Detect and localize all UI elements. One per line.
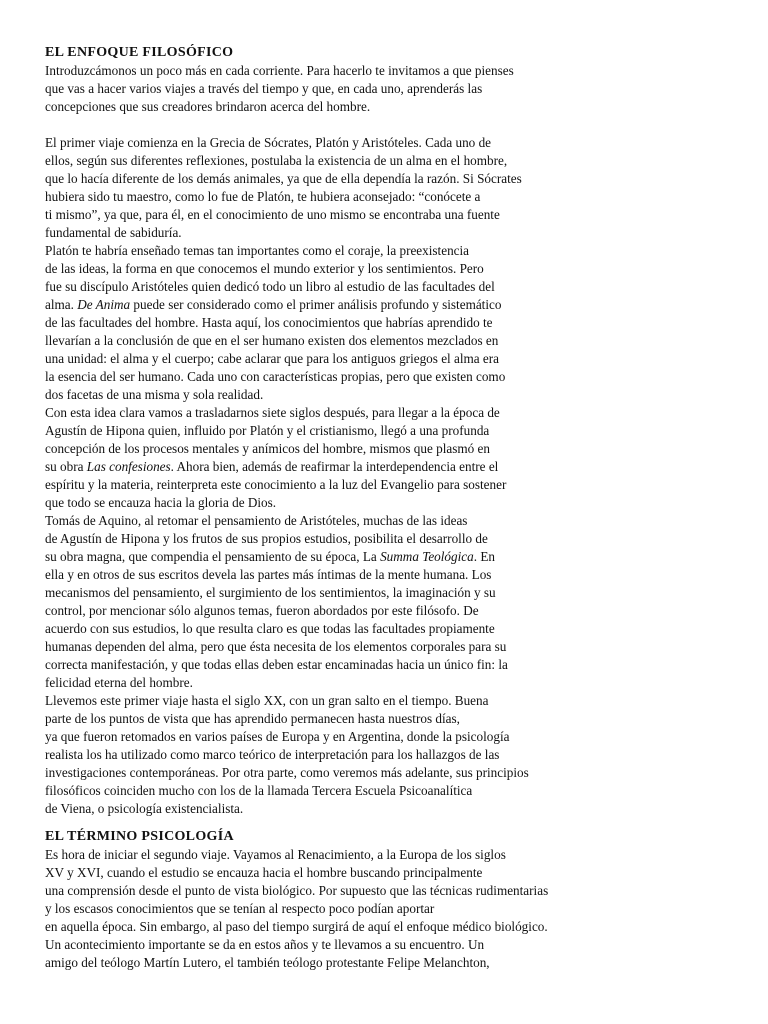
text-run: su obra [45, 459, 87, 474]
paragraph-agustin [45, 404, 745, 512]
text-line: parte de los puntos de vista que has aprendido permanecen hasta nuestros días, [45, 711, 460, 726]
text-line: filosóficos coinciden mucho con los de la llamada Tercera Escuela Psicoanalítica [45, 783, 473, 798]
text-line: correcta manifestación, y que todas ellas deben estar encaminadas hacia un único fin: la [45, 657, 508, 672]
text-line: ti mismo”, ya que, para él, en el conocimiento de uno mismo se encontraba una fuente [45, 207, 500, 222]
text-line: una unidad: el alma y el cuerpo; cabe aclarar que para los antiguos griegos el alma era [45, 351, 500, 366]
book-title-de-anima: De Anima [77, 297, 131, 312]
text-run: puede ser considerado como el primer análisis profundo y sistemático [130, 297, 502, 312]
text-line [45, 296, 745, 314]
text-line: humanas dependen del alma, pero que ésta necesita de los elementos corporales para su [45, 639, 507, 654]
text-line: dos facetas de una misma y sola realidad. [45, 387, 264, 402]
paragraph-intro [45, 62, 745, 116]
text-line: Platón te habría enseñado temas tan importantes como el coraje, la preexistencia [45, 243, 470, 258]
paragraph-platon [45, 242, 745, 404]
text-line: Agustín de Hipona quien, influido por Platón y el cristianismo, llegó a una profunda [45, 423, 490, 438]
text-line: de las facultades del hombre. Hasta aquí, los conocimientos que habrías aprendido te [45, 315, 493, 330]
text-line: mecanismos del pensamiento, el surgimiento de los sentimientos, la imaginación y su [45, 585, 496, 600]
text-line: realista los ha utilizado como marco teórico de interpretación para los hallazgos de las [45, 747, 500, 762]
section-heading-termino-psicologia: EL TÉRMINO PSICOLOGÍA [45, 829, 234, 844]
text-line: Introduzcámonos un poco más en cada corriente. Para hacerlo te invitamos a que pienses [45, 63, 514, 78]
text-line: hubiera sido tu maestro, como lo fue de Platón, te hubiera aconsejado: “conócete a [45, 189, 481, 204]
paragraph-siglo-xx [45, 692, 745, 818]
paragraph-primer-viaje [45, 134, 745, 242]
book-title-summa-teologica: Summa Teológica [380, 549, 474, 564]
text-line: espíritu y la materia, reinterpreta este conocimiento a la luz del Evangelio para sostener [45, 477, 507, 492]
text-line: llevarían a la conclusión de que en el ser humano existen dos elementos mezclados en [45, 333, 499, 348]
text-line: amigo del teólogo Martín Lutero, el también teólogo protestante Felipe Melanchton, [45, 955, 490, 970]
text-line: la esencia del ser humano. Cada uno con características propias, pero que existen como [45, 369, 506, 384]
text-line: felicidad eterna del hombre. [45, 675, 193, 690]
text-line [45, 548, 745, 566]
text-line: de las ideas, la forma en que conocemos el mundo exterior y los sentimientos. Pero [45, 261, 484, 276]
text-line: una comprensión desde el punto de vista biológico. Por supuesto que las técnicas rudimentarias [45, 883, 549, 898]
text-line: XV y XVI, cuando el estudio se encauza hacia el hombre buscando principalmente [45, 865, 483, 880]
text-line: Es hora de iniciar el segundo viaje. Vayamos al Renacimiento, a la Europa de los siglos [45, 847, 506, 862]
text-line: y los escasos conocimientos que se tenían al respecto poco podían aportar [45, 901, 435, 916]
text-line: Tomás de Aquino, al retomar el pensamiento de Aristóteles, muchas de las ideas [45, 513, 468, 528]
text-line: El primer viaje comienza en la Grecia de Sócrates, Platón y Aristóteles. Cada uno de [45, 135, 492, 150]
paragraph-tomas [45, 512, 745, 692]
text-line: investigaciones contemporáneas. Por otra parte, como veremos más adelante, sus principios [45, 765, 529, 780]
text-line: ella y en otros de sus escritos devela las partes más íntimas de la mente humana. Los [45, 567, 492, 582]
text-line: en aquella época. Sin embargo, al paso del tiempo surgirá de aquí el enfoque médico biológico. [45, 919, 548, 934]
text-run: . Ahora bien, además de reafirmar la interdependencia entre el [170, 459, 499, 474]
text-line: acuerdo con sus estudios, lo que resulta claro es que todas las facultades propiamente [45, 621, 495, 636]
text-line: ellos, según sus diferentes reflexiones, postulaba la existencia de un alma en el hombre, [45, 153, 508, 168]
text-line: concepción de los procesos mentales y anímicos del hombre, mismos que plasmó en [45, 441, 490, 456]
section-heading-enfoque-filosofico: EL ENFOQUE FILOSÓFICO [45, 45, 234, 60]
text-line: Un acontecimiento importante se da en estos años y te llevamos a su encuentro. Un [45, 937, 485, 952]
text-line: de Viena, o psicología existencialista. [45, 801, 244, 816]
text-line: Llevemos este primer viaje hasta el siglo XX, con un gran salto en el tiempo. Buena [45, 693, 489, 708]
document-text [45, 44, 745, 972]
text-line: fue su discípulo Aristóteles quien dedicó todo un libro al estudio de las facultades del [45, 279, 495, 294]
text-line: Con esta idea clara vamos a trasladarnos siete siglos después, para llegar a la época de [45, 405, 500, 420]
text-line: de Agustín de Hipona y los frutos de sus propios estudios, posibilita el desarrollo de [45, 531, 488, 546]
text-line: fundamental de sabiduría. [45, 225, 182, 240]
text-line: control, por mencionar sólo algunos temas, fueron abordados por este filósofo. De [45, 603, 479, 618]
paragraph-segundo-viaje [45, 846, 745, 972]
text-line [45, 458, 745, 476]
text-line: concepciones que sus creadores brindaron acerca del hombre. [45, 99, 371, 114]
text-line: ya que fueron retomados en varios países de Europa y en Argentina, donde la psicología [45, 729, 510, 744]
text-line: que lo hacía diferente de los demás animales, ya que de ella dependía la razón. Si Sócrates [45, 171, 522, 186]
text-run: . En [473, 549, 495, 564]
text-run: su obra magna, que compendia el pensamiento de su época, La [45, 549, 381, 564]
text-run: alma. [45, 297, 78, 312]
text-line: que vas a hacer varios viajes a través del tiempo y que, en cada uno, aprenderás las [45, 81, 483, 96]
book-title-las-confesiones: Las confesiones [86, 459, 171, 474]
text-line: que todo se encauza hacia la gloria de Dios. [45, 495, 277, 510]
